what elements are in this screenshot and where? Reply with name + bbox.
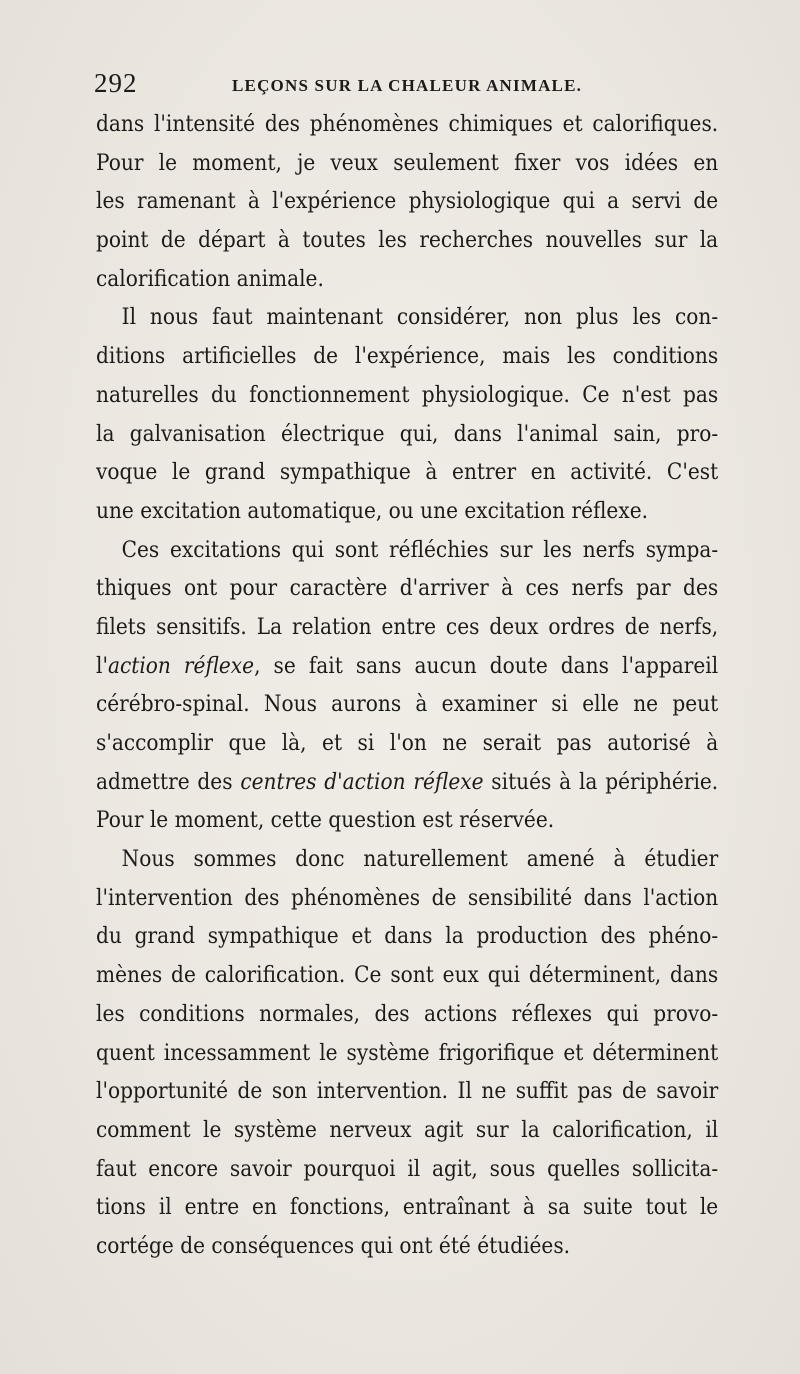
text-segment: Pour le moment, je veux seulement fixer vos idées en — [96, 150, 719, 176]
text-line — [96, 1189, 718, 1228]
text-line — [96, 338, 718, 377]
text-segment: les ramenant à l'expérience physiologique qui a servi de — [96, 189, 719, 215]
text-segment: l'opportunité de son intervention. Il ne suffit pas de savoir — [96, 1079, 719, 1105]
text-segment: Pour le moment, cette question est réservée. — [96, 808, 555, 834]
text-line — [96, 1035, 718, 1074]
text-segment: , se fait sans aucun doute dans l'appareil — [254, 653, 719, 679]
text-line — [96, 222, 718, 261]
text-segment: la galvanisation électrique qui, dans l'animal sain, pro- — [96, 421, 719, 447]
text-line — [96, 841, 718, 880]
text-segment: comment le système nerveux agit sur la calorification, il — [96, 1117, 719, 1143]
text-segment: admettre des — [96, 769, 241, 795]
text-line — [96, 106, 718, 145]
text-line — [96, 1073, 718, 1112]
text-segment: Nous sommes donc naturellement amené à étudier — [121, 847, 719, 873]
text-line — [96, 802, 718, 841]
text-segment: ditions artificielles de l'expérience, mais les conditions — [96, 344, 719, 370]
text-segment: faut encore savoir pourquoi il agit, sous quelles sollicita- — [96, 1156, 719, 1182]
text-segment: naturelles du fonctionnement physiologique. Ce n'est pas — [96, 382, 719, 408]
running-title: LEÇONS SUR LA CHALEUR ANIMALE. — [232, 76, 583, 95]
text-line — [96, 1151, 718, 1190]
text-segment: tions il entre en fonctions, entraînant à sa suite tout le — [96, 1195, 719, 1221]
text-segment: mènes de calorification. Ce sont eux qui déterminent, dans — [96, 963, 719, 989]
text-segment: les conditions normales, des actions réflexes qui provo- — [96, 1001, 719, 1027]
text-segment: s'accomplir que là, et si l'on ne serait pas autorisé à — [96, 731, 719, 756]
text-line — [96, 145, 718, 184]
text-segment: filets sensitifs. La relation entre ces deux ordres de nerfs, — [96, 614, 719, 640]
text-line — [96, 299, 718, 338]
text-line — [96, 493, 718, 532]
text-line — [96, 183, 718, 222]
text-segment: dans l'intensité des phénomènes chimiques et calorifiques. — [96, 112, 719, 137]
text-line — [96, 377, 718, 416]
running-head — [94, 68, 714, 104]
italic-text: centres d'action réflexe — [240, 769, 484, 795]
text-segment: une excitation automatique, ou une excitation réflexe. — [96, 498, 649, 524]
text-segment: quent incessamment le système frigorifique et déterminent — [96, 1040, 719, 1066]
text-line — [96, 570, 718, 609]
text-line — [96, 725, 718, 764]
text-segment: l'intervention des phénomènes de sensibilité dans l'action — [96, 885, 719, 911]
text-segment: calorification animale. — [96, 266, 324, 292]
italic-text: action réflexe — [107, 653, 255, 679]
text-line — [96, 957, 718, 996]
text-line — [96, 686, 718, 725]
text-line — [96, 416, 718, 455]
text-segment: du grand sympathique et dans la production des phéno- — [96, 924, 719, 950]
text-segment: Il nous faut maintenant considérer, non plus les con- — [121, 305, 719, 331]
text-segment: voque le grand sympathique à entrer en activité. C'est — [96, 460, 719, 486]
page-number: 292 — [94, 68, 138, 98]
text-line — [96, 764, 718, 803]
text-segment: situés à la périphérie. — [483, 769, 719, 795]
text-line — [96, 609, 718, 648]
text-segment: point de départ à toutes les recherches nouvelles sur la — [96, 228, 719, 254]
text-line — [96, 996, 718, 1035]
text-segment: l' — [96, 653, 108, 679]
text-line — [96, 532, 718, 571]
text-line — [96, 880, 718, 919]
text-segment: cérébro-spinal. Nous aurons à examiner si elle ne peut — [96, 692, 719, 718]
text-segment: Ces excitations qui sont réfléchies sur les nerfs sympa- — [121, 537, 719, 563]
text-segment: thiques ont pour caractère d'arriver à ces nerfs par des — [96, 576, 719, 602]
text-line — [96, 648, 718, 687]
text-line — [96, 1112, 718, 1151]
text-line — [96, 261, 718, 300]
text-line — [96, 1228, 718, 1267]
body-text — [96, 106, 719, 1267]
text-line — [96, 918, 718, 957]
text-line — [96, 454, 718, 493]
text-segment: cortége de conséquences qui ont été étudiées. — [96, 1233, 571, 1259]
